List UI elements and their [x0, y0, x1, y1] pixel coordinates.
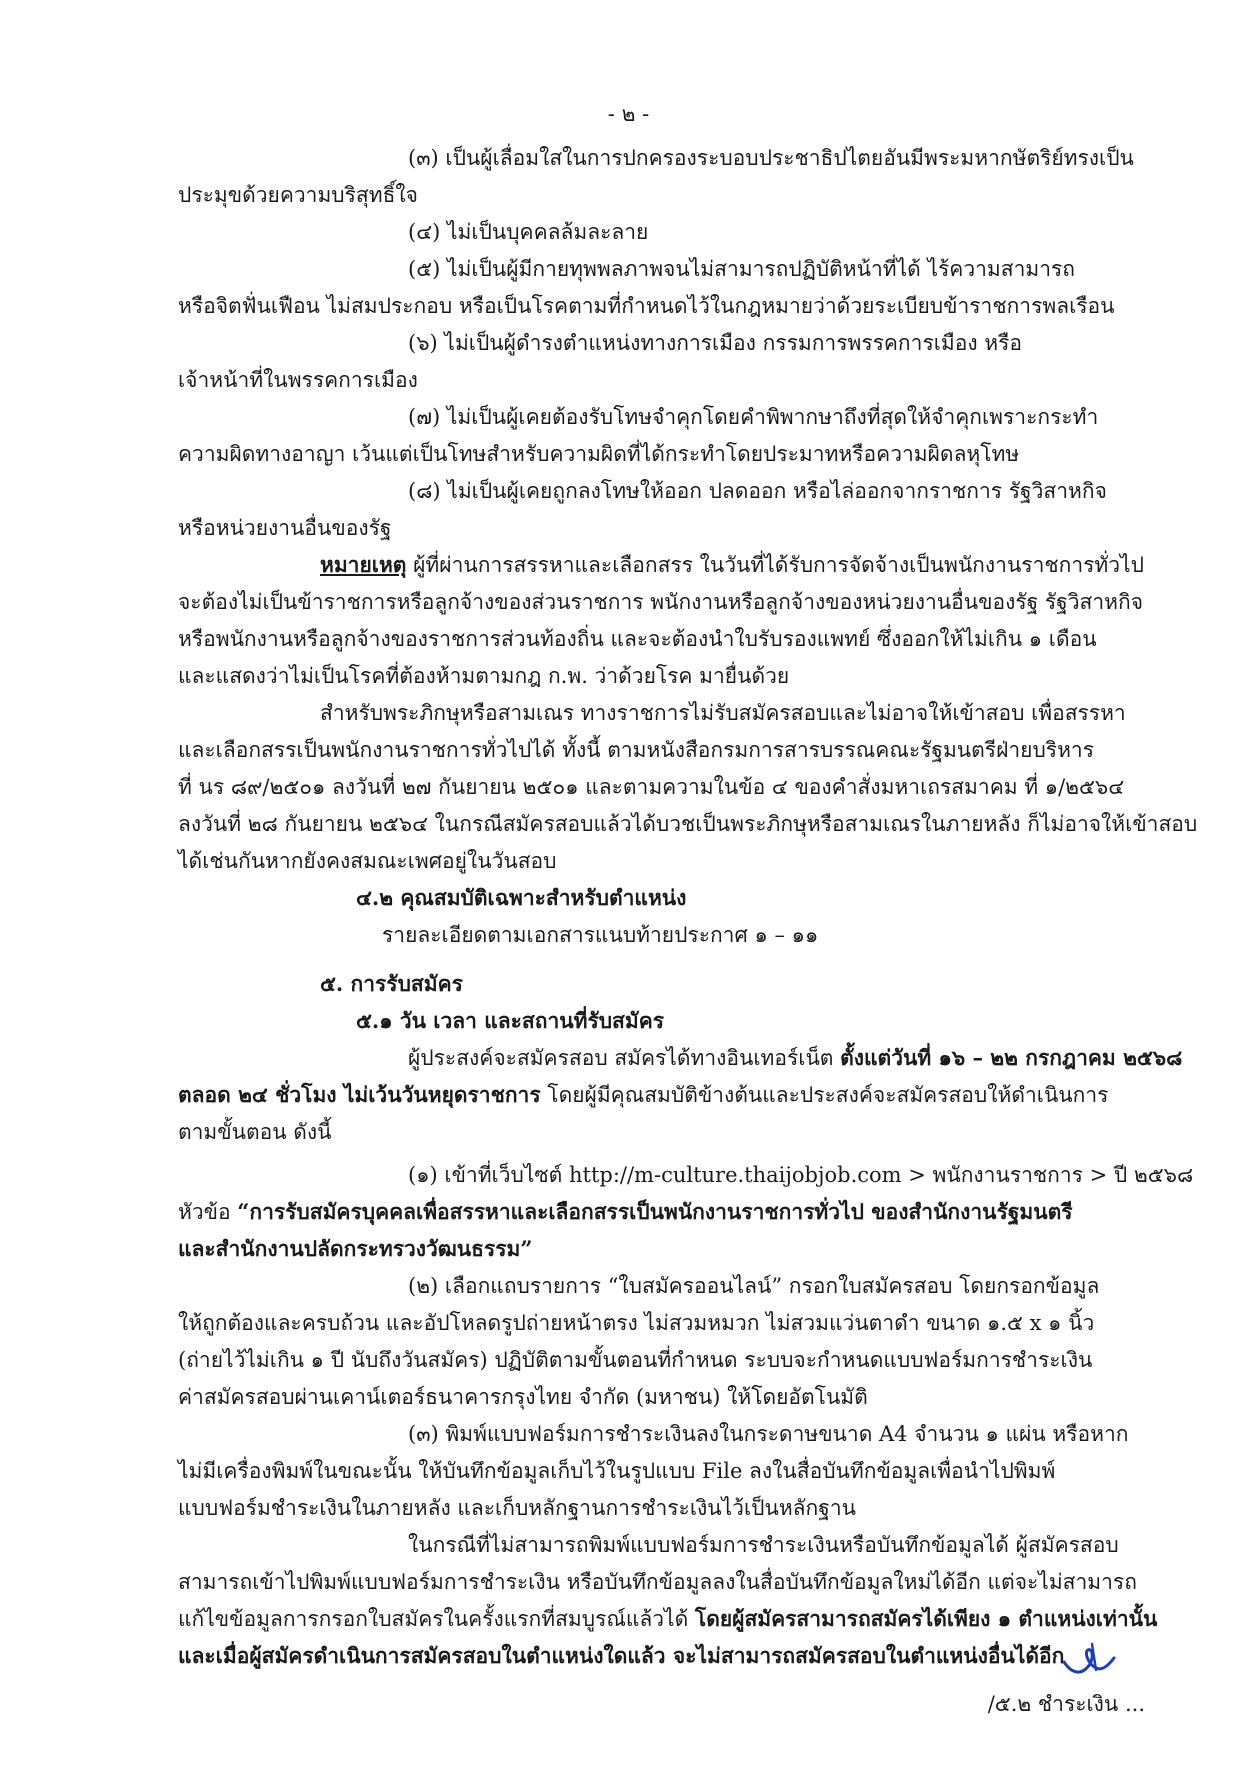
body-line: หรือจิตฟั่นเฟือน ไม่สมประกอบ หรือเป็นโรคตามที่กำหนดไว้ในกฎหมายว่าด้วยระเบียบข้าราชการพลเรือน — [178, 294, 1115, 318]
apply-dates: ตั้งแต่วันที่ ๑๖ – ๒๒ กรกฎาคม ๒๕๖๘ — [840, 1045, 1183, 1070]
body-line: ประมุขด้วยความบริสุทธิ์ใจ — [178, 183, 418, 207]
section-heading: ๔.๒ คุณสมบัติเฉพาะสำหรับตำแหน่ง — [356, 885, 687, 910]
body-line: ลงวันที่ ๒๘ กันยายน ๒๕๖๔ ในกรณีสมัครสอบแล้วได้บวชเป็นพระภิกษุหรือสามเณรในภายหลัง ก็ไม่อาจให้เข้าสอบ — [178, 812, 1198, 836]
topic-title: “การรับสมัครบุคคลเพื่อสรรหาและเลือกสรรเป็นพนักงานราชการทั่วไป ของสำนักงานรัฐมนตรี — [237, 1199, 1073, 1224]
body-line: ให้ถูกต้องและครบถ้วน และอัปโหลดรูปถ่ายหน้าตรง ไม่สวมหมวก ไม่สวมแว่นตาดำ ขนาด ๑.๕ x ๑ นิ้ว — [178, 1311, 1095, 1335]
continuation-marker: /๕.๒ ชำระเงิน ... — [987, 1692, 1145, 1716]
body-line: (๔) ไม่เป็นบุคคลล้มละลาย — [408, 220, 649, 244]
body-line: ได้เช่นกันหากยังคงสมณะเพศอยู่ในวันสอบ — [178, 849, 557, 873]
body-line: สำหรับพระภิกษุหรือสามเณร ทางราชการไม่รับสมัครสอบและไม่อาจให้เข้าสอบ เพื่อสรรหา — [320, 701, 1126, 725]
body-line — [178, 1198, 1073, 1226]
body-line: (๓) เป็นผู้เลื่อมใสในการปกครองระบอบประชาธิปไตยอันมีพระมหากษัตริย์ทรงเป็น — [408, 146, 1134, 170]
body-line: (๘) ไม่เป็นผู้เคยถูกลงโทษให้ออก ปลดออก หรือไล่ออกจากราชการ รัฐวิสาหกิจ — [408, 479, 1107, 503]
topic-label: หัวข้อ — [178, 1200, 238, 1224]
body-line: จะต้องไม่เป็นข้าราชการหรือลูกจ้างของส่วนราชการ พนักงานหรือลูกจ้างของหน่วยงานอื่นของรัฐ รัฐวิสาหกิจ — [178, 590, 1144, 614]
body-line: แบบฟอร์มชำระเงินในภายหลัง และเก็บหลักฐานการชำระเงินไว้เป็นหลักฐาน — [178, 1496, 856, 1520]
body-line: และแสดงว่าไม่เป็นโรคที่ต้องห้ามตามกฎ ก.พ. ว่าด้วยโรค มายื่นด้วย — [178, 664, 790, 688]
body-line: ตามขั้นตอน ดังนี้ — [178, 1120, 332, 1144]
body-line: และเลือกสรรเป็นพนักงานราชการทั่วไปได้ ทั้งนี้ ตามหนังสือกรมการสารบรรณคณะรัฐมนตรีฝ่ายบริหาร — [178, 738, 1095, 762]
apply-text: โดยผู้มีคุณสมบัติข้างต้นและประสงค์จะสมัครสอบให้ดำเนินการ — [540, 1083, 1109, 1107]
body-line: หรือหน่วยงานอื่นของรัฐ — [178, 516, 392, 540]
body-line: ไม่มีเครื่องพิมพ์ในขณะนั้น ให้บันทึกข้อมูลเก็บไว้ในรูปแบบ File ลงในสื่อบันทึกข้อมูลเพื่อนำไปพิมพ์ — [178, 1459, 1056, 1483]
body-line: (๖) ไม่เป็นผู้ดำรงตำแหน่งทางการเมือง กรรมการพรรคการเมือง หรือ — [408, 331, 1023, 355]
section-heading: ๕. การรับสมัคร — [320, 971, 463, 996]
apply-text: ผู้ประสงค์จะสมัครสอบ สมัครได้ทางอินเทอร์เน็ต — [408, 1046, 841, 1070]
note-text: ผู้ที่ผ่านการสรรหาและเลือกสรร ในวันที่ได้รับการจัดจ้างเป็นพนักงานราชการทั่วไป — [406, 553, 1144, 577]
body-line: เจ้าหน้าที่ในพรรคการเมือง — [178, 368, 418, 392]
body-line: สามารถเข้าไปพิมพ์แบบฟอร์มการชำระเงิน หรือบันทึกข้อมูลลงในสื่อบันทึกข้อมูลใหม่ได้อีก แต่จะไม่สามารถ — [178, 1570, 1137, 1594]
note-line — [320, 551, 1144, 579]
page-number: - ๒ - — [607, 102, 650, 126]
body-line: ค่าสมัครสอบผ่านเคาน์เตอร์ธนาคารกรุงไทย จำกัด (มหาชน) ให้โดยอัตโนมัติ — [178, 1385, 868, 1409]
apply-hours: ตลอด ๒๔ ชั่วโมง ไม่เว้นวันหยุดราชการ — [178, 1082, 541, 1107]
body-line: รายละเอียดตามเอกสารแนบท้ายประกาศ ๑ – ๑๑ — [382, 923, 819, 947]
body-line: ที่ นร ๘๙/๒๕๐๑ ลงวันที่ ๒๗ กันยายน ๒๕๐๑ และตามความในข้อ ๔ ของคำสั่งมหาเถรสมาคม ที่ ๑/๒๕๖๔ — [178, 775, 1125, 799]
body-text-bold: โดยผู้สมัครสามารถสมัครได้เพียง ๑ ตำแหน่งเท่านั้น — [694, 1606, 1158, 1631]
body-line: ความผิดทางอาญา เว้นแต่เป็นโทษสำหรับความผิดที่ได้กระทำโดยประมาทหรือความผิดลหุโทษ — [178, 442, 1020, 466]
body-line — [178, 1605, 1157, 1633]
body-line: และเมื่อผู้สมัครดำเนินการสมัครสอบในตำแหน่งใดแล้ว จะไม่สามารถสมัครสอบในตำแหน่งอื่นได้อีก — [178, 1643, 1065, 1668]
body-text: แก้ไขข้อมูลการกรอกใบสมัครในครั้งแรกที่สมบูรณ์แล้วได้ — [178, 1607, 695, 1631]
body-line: (๓) พิมพ์แบบฟอร์มการชำระเงินลงในกระดาษขนาด A4 จำนวน ๑ แผ่น หรือหาก — [408, 1422, 1129, 1446]
body-line: (๒) เลือกแถบรายการ “ใบสมัครออนไลน์” กรอกใบสมัครสอบ โดยกรอกข้อมูล — [408, 1274, 1100, 1298]
body-line: (ถ่ายไว้ไม่เกิน ๑ ปี นับถึงวันสมัคร) ปฏิบัติตามขั้นตอนที่กำหนด ระบบจะกำหนดแบบฟอร์มการชำระเงิน — [178, 1348, 1093, 1372]
body-line: (๕) ไม่เป็นผู้มีกายทุพพลภาพจนไม่สามารถปฏิบัติหน้าที่ได้ ไร้ความสามารถ — [408, 257, 1076, 281]
body-line: และสำนักงานปลัดกระทรวงวัฒนธรรม” — [178, 1236, 533, 1261]
body-line — [178, 1081, 1108, 1109]
body-line: (๗) ไม่เป็นผู้เคยต้องรับโทษจำคุกโดยคำพิพากษาถึงที่สุดให้จำคุกเพราะกระทำ — [408, 405, 1099, 429]
body-line: ในกรณีที่ไม่สามารถพิมพ์แบบฟอร์มการชำระเงินหรือบันทึกข้อมูลได้ ผู้สมัครสอบ — [408, 1533, 1119, 1557]
section-heading: ๕.๑ วัน เวลา และสถานที่รับสมัคร — [356, 1008, 665, 1033]
signature-initial-icon — [1062, 1640, 1118, 1680]
body-line: (๑) เข้าที่เว็บไซต์ http://m-culture.thaijobjob.com > พนักงานราชการ > ปี ๒๕๖๘ — [408, 1163, 1194, 1187]
body-line: หรือพนักงานหรือลูกจ้างของราชการส่วนท้องถิ่น และจะต้องนำใบรับรองแพทย์ ซึ่งออกให้ไม่เกิน ๑ เดือน — [178, 627, 1097, 651]
note-label: หมายเหตุ — [320, 552, 407, 577]
body-line — [408, 1044, 1182, 1072]
